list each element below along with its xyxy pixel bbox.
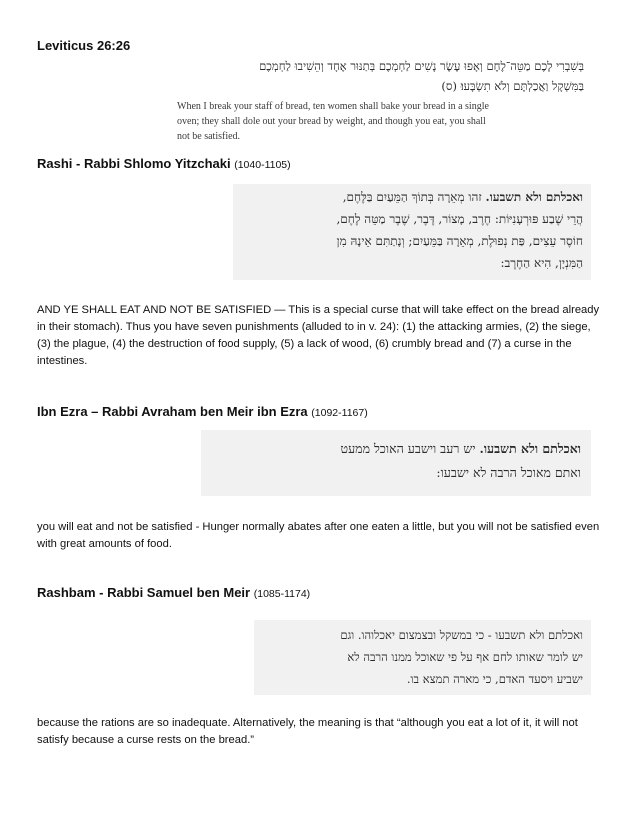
lemma: ואכלתם ולא תשבעו. <box>479 441 581 456</box>
hebrew-text: זהו מְאֵרָה בְּתוֹךְ הַמֵּעַיִם בַּלֶּחֶם, <box>342 190 486 204</box>
rashbam-hebrew-image <box>254 620 591 695</box>
hebrew-line: הֲרֵי שֶׁבַע פּוּרְעָנִיּוֹת: חֶרֶב, מָצוֹר, דֶּבֶר, שֶׁבֶר מַטֵּה לֶחֶם, <box>336 212 583 226</box>
hebrew-line: ואתם מאוכל הרבה לא ישבעו: <box>436 465 581 480</box>
rashbam-translation: because the rations are so inadequate. Alternatively, the meaning is that “although you eat a lot of it, it will not satisfy because a curse rests on the bread.” <box>37 717 578 746</box>
lemma: ואכלתם ולא תשבעו. <box>485 190 583 204</box>
leviticus-english <box>172 96 590 144</box>
commentator-dates: (1085-1174) <box>253 588 311 600</box>
english-line: oven; they shall dole out your bread by weight, and though you eat, you shall <box>177 116 486 127</box>
rashi-translation: AND YE SHALL EAT AND NOT BE SATISFIED — This is a special curse that will take effect on the bread already in their stomach). Thus you have seven punishments (alluded to in v. 24): (1) the attacking armies, (2) the siege, (3) the plague, (4) the destruction of food supply, (5) a lack of wood, (6) crumbly bread and (7) a curse in the intestines. <box>37 304 600 367</box>
hebrew-line: בְּשִׁבְרִי לָכֶם מַטֵּה־לֶחֶם וְאָפוּ עֶשֶׂר נָשִׁים לַחְמְכֶם בְּתַנּוּר אֶחָד וְהֵשִׁיבוּ לַחְמְכֶם <box>259 59 584 73</box>
hebrew-line: הַמִּנְיָן, הִיא הַחֶרֶב: <box>500 256 583 270</box>
hebrew-line: בַּמִּשְׁקָל וַאֲכַלְתֶּם וְלֹא תִשְׂבָּעוּ׃ (ס) <box>441 79 584 93</box>
commentator-dates: (1092-1167) <box>311 407 368 419</box>
ibn-ezra-hebrew-image <box>201 430 591 496</box>
ibn-ezra-translation: you will eat and not be satisfied - Hunger normally abates after one eaten a little, but you will not be satisfied even with great amounts of food. <box>37 521 600 550</box>
leviticus-hebrew <box>172 52 590 96</box>
commentator-name: Rashbam - Rabbi Samuel ben Meir <box>37 585 251 600</box>
rashbam-heading <box>37 585 310 600</box>
hebrew-line <box>201 437 581 461</box>
leviticus-heading: Leviticus 26:26 <box>37 38 131 53</box>
commentator-name: Ibn Ezra – Rabbi Avraham ben Meir ibn Ezra <box>37 404 308 419</box>
commentator-dates: (1040-1105) <box>234 159 291 171</box>
hebrew-line <box>233 186 583 208</box>
commentator-name: Rashi - Rabbi Shlomo Yitzchaki <box>37 156 231 171</box>
hebrew-text: יש רעב וישבע האוכל ממעט <box>340 441 480 456</box>
hebrew-line: ואכלתם ולא תשבעו - כי במשקל ובצמצום יאכלוהו. וגם <box>340 628 583 642</box>
hebrew-line: יש לומר שאותו לחם אף על פי שאוכל ממנו הרבה לא <box>347 650 583 664</box>
ibn-ezra-heading <box>37 404 368 419</box>
english-line: When I break your staff of bread, ten women shall bake your bread in a single <box>177 101 489 112</box>
hebrew-line: חוֹסֶר עֵצִים, פַּת נְפוּלֶת, מְאֵרָה בַּמֵּעַיִם; וְנָתַתִּם אֵינָהּ מִן <box>336 234 583 248</box>
english-line: not be satisfied. <box>177 131 241 142</box>
leviticus-verse-image <box>172 52 590 148</box>
rashi-hebrew-image <box>233 184 591 280</box>
hebrew-line: ישביע ויסעד האדם, כי מארה תמצא בו. <box>406 672 583 686</box>
rashi-heading <box>37 156 291 171</box>
